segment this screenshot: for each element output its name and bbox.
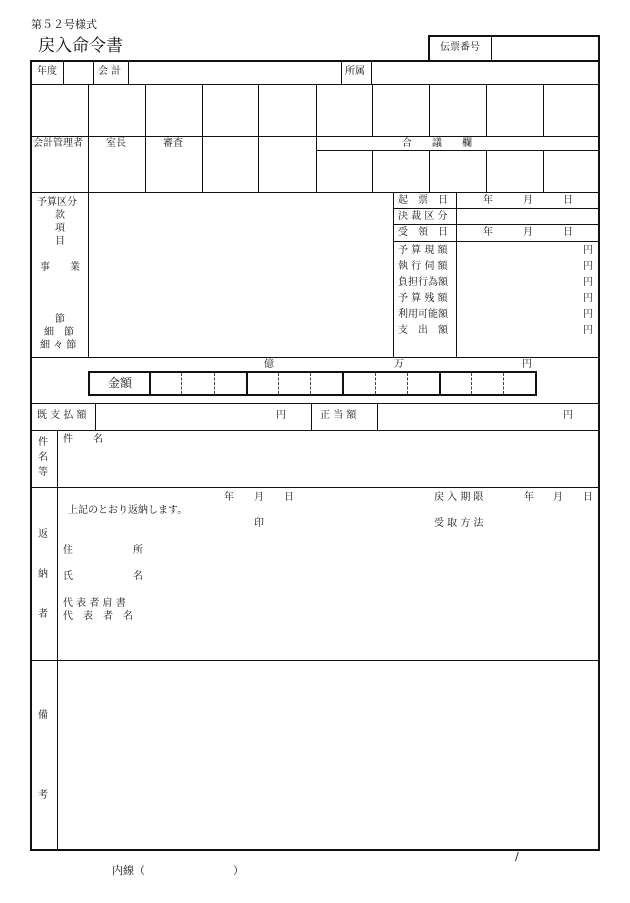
subject-side-label: 名 (38, 452, 48, 463)
moku-label: 目 (55, 236, 65, 247)
yen-unit: 円 (583, 261, 593, 272)
fiscal-year-field[interactable] (64, 61, 92, 83)
page-slash: / (515, 850, 519, 863)
subject-field[interactable] (110, 432, 597, 485)
return-deadline-label: 戻 入 期 限 (434, 492, 484, 503)
issue-date-year: 年 (483, 195, 493, 206)
receipt-date-day: 日 (563, 227, 573, 238)
receipt-method-label: 受 取 方 法 (434, 518, 484, 529)
extension-label: 内線（ ） (112, 864, 244, 877)
address-field[interactable] (160, 543, 410, 559)
expenditure-amount-label: 支 出 額 (398, 325, 448, 336)
deadline-day: 日 (583, 492, 593, 503)
deadline-month: 月 (553, 492, 563, 503)
receipt-date-label: 受 領 日 (398, 227, 448, 238)
consultation-label: 合 議 欄 (402, 138, 472, 149)
return-date-year: 年 (224, 492, 234, 503)
subject-label: 件 名 (63, 434, 103, 445)
returner-side-label: 返 (38, 529, 48, 540)
yen-unit: 円 (583, 245, 593, 256)
budget-remaining-label: 予 算 残 額 (398, 293, 448, 304)
returner-side-label: 者 (38, 609, 48, 620)
subject-side-label: 件 (38, 437, 48, 448)
saisetsu-label: 細 節 (44, 327, 74, 338)
correct-amount-label: 正 当 額 (320, 410, 357, 421)
liability-amount-label: 負担行為額 (398, 277, 448, 288)
yen-unit: 円 (583, 325, 593, 336)
paid-amount-label: 既 支 払 額 (37, 410, 87, 421)
address-label: 住 所 (63, 545, 143, 556)
form-number: 第５２号様式 (31, 18, 97, 31)
return-date-month: 月 (254, 492, 264, 503)
man-unit: 万 (394, 359, 404, 370)
budget-current-label: 予 算 現 額 (398, 245, 448, 256)
name-field[interactable] (160, 569, 410, 585)
yen-unit: 円 (563, 410, 573, 421)
returner-side-label: 納 (38, 569, 48, 580)
remarks-side-label: 備 (38, 710, 48, 721)
department-field[interactable] (372, 61, 598, 83)
yen-unit: 円 (583, 309, 593, 320)
decision-category-field[interactable] (457, 209, 598, 224)
budget-category-label: 予算区分 (37, 197, 77, 208)
saisaisetsu-label: 細 々 節 (40, 340, 77, 351)
account-label: 会 計 (98, 66, 122, 77)
representative-title-label: 代 表 者 肩 書 (63, 598, 126, 609)
voucher-number-field[interactable] (493, 37, 597, 59)
amount-field[interactable] (151, 373, 535, 394)
yen-unit: 円 (583, 277, 593, 288)
representative-field[interactable] (160, 596, 410, 624)
paid-amount-field[interactable] (96, 404, 271, 429)
examination-label: 審査 (163, 138, 183, 149)
available-amount-label: 利用可能額 (398, 309, 448, 320)
deadline-year: 年 (524, 492, 534, 503)
department-label: 所属 (345, 66, 365, 77)
receipt-date-year: 年 (483, 227, 493, 238)
subject-side-label: 等 (38, 467, 48, 478)
seal-mark: 印 (254, 518, 264, 529)
correct-amount-field[interactable] (378, 404, 558, 429)
budget-category-field[interactable] (89, 193, 392, 356)
representative-name-label: 代 表 者 名 (63, 611, 133, 622)
amount-label: 金額 (108, 376, 133, 390)
receipt-method-field[interactable] (515, 516, 597, 532)
return-date-day: 日 (284, 492, 294, 503)
page-title: 戻入命令書 (38, 36, 123, 56)
receipt-date-month: 月 (523, 227, 533, 238)
decision-category-label: 決 裁 区 分 (398, 211, 448, 222)
account-field[interactable] (129, 61, 340, 83)
setsu-label: 節 (55, 314, 65, 325)
yen-unit: 円 (276, 410, 286, 421)
remarks-field[interactable] (59, 662, 597, 848)
issue-date-month: 月 (523, 195, 533, 206)
kan-label: 款 (55, 210, 65, 221)
remarks-side-label: 考 (38, 790, 48, 801)
issue-date-day: 日 (563, 195, 573, 206)
fiscal-year-label: 年度 (37, 66, 57, 77)
issue-date-label: 起 票 日 (398, 195, 448, 206)
jigyou-label: 事 業 (40, 262, 80, 273)
voucher-number-label: 伝票番号 (440, 42, 480, 53)
accounting-manager-label: 会計管理者 (33, 138, 83, 149)
yen-unit: 円 (583, 293, 593, 304)
executed-amount-label: 執 行 伺 額 (398, 261, 448, 272)
oku-unit: 億 (264, 359, 274, 370)
kou-label: 項 (55, 223, 65, 234)
return-statement: 上記のとおり返納します。 (68, 505, 188, 516)
en-unit: 円 (522, 359, 532, 370)
section-chief-label: 室長 (106, 138, 126, 149)
name-label: 氏 名 (63, 571, 143, 582)
